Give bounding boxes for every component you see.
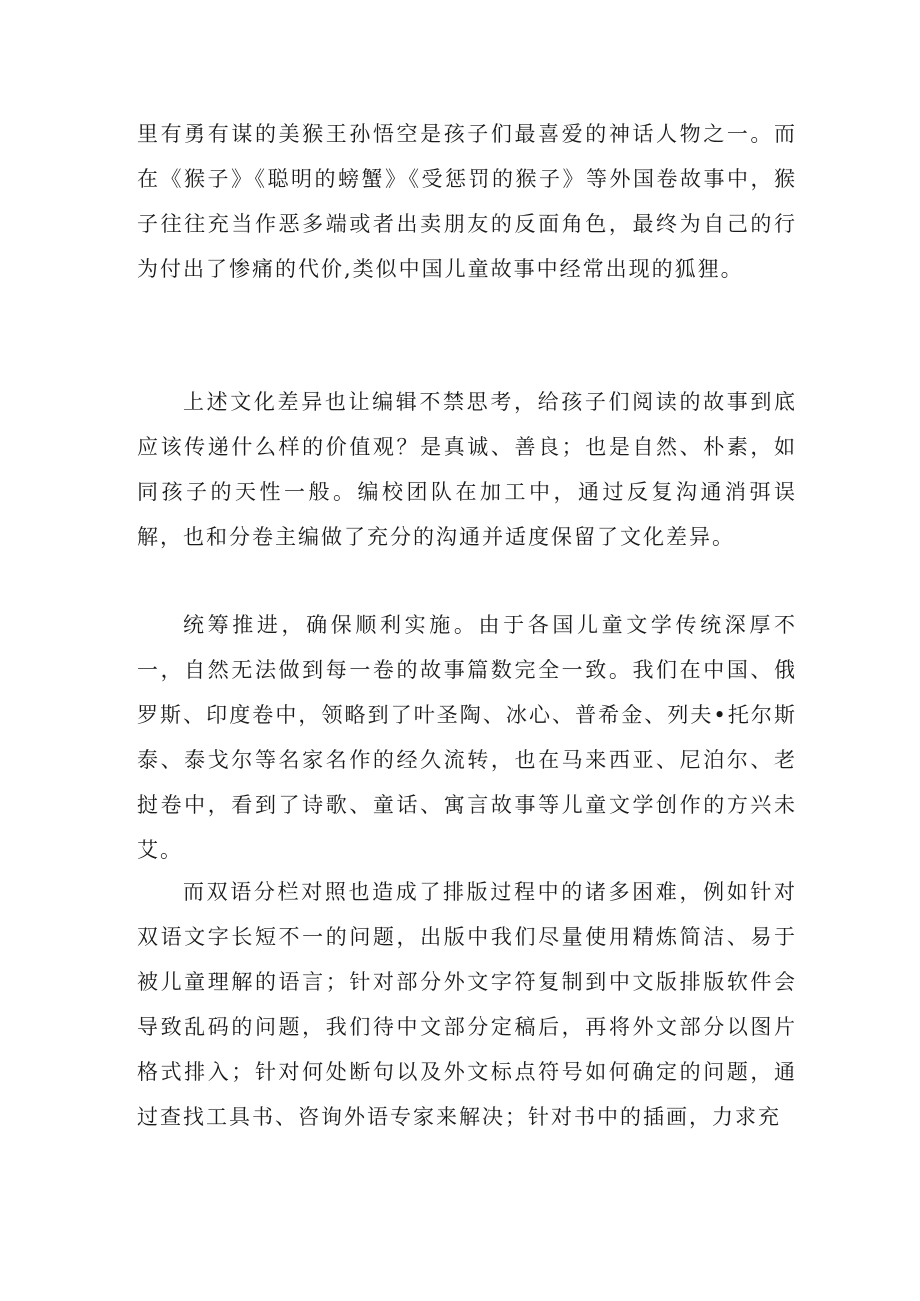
paragraph-bilingual-layout: [137, 870, 797, 1140]
paragraph-4-text: 而双语分栏对照也造成了排版过程中的诸多困难，例如针对双语文字长短不一的问题，出版中我们尽量使用精炼简洁、易于被儿童理解的语言；针对部分外文字符复制到中文版排版软件会导致乱码的问题，我们待中文部分定稿后，再将外文部分以图片格式排入；针对何处断句以及外文标点符号如何确定的问题，通过查找工具书、咨询外语专家来解决；针对书中的插画，力求充: [137, 880, 797, 1129]
paragraph-continuation: [137, 112, 797, 292]
paragraph-1-text: 里有勇有谋的美猴王孙悟空是孩子们最喜爱的神话人物之一。而在《猴子》《聪明的螃蟹》《受惩罚的猴子》等外国卷故事中，猴子往往充当作恶多端或者出卖朋友的反面角色，最终为自己的行为付出了惨痛的代价,类似中国儿童故事中经常出现的狐狸。: [137, 122, 797, 281]
paragraph-3-text: 统筹推进，确保顺利实施。由于各国儿童文学传统深厚不一，自然无法做到每一卷的故事篇数完全一致。我们在中国、俄罗斯、印度卷中，领略到了叶圣陶、冰心、普希金、列夫•托尔斯泰、泰戈尔等名家名作的经久流转，也在马来西亚、尼泊尔、老挝卷中，看到了诗歌、童话、寓言故事等儿童文学创作的方兴未艾。: [137, 613, 797, 862]
paragraph-cultural-differences: [137, 380, 797, 560]
paragraph-coordination: [137, 603, 797, 873]
paragraph-2-text: 上述文化差异也让编辑不禁思考，给孩子们阅读的故事到底应该传递什么样的价值观？是真诚、善良；也是自然、朴素，如同孩子的天性一般。编校团队在加工中，通过反复沟通消弭误解，也和分卷主编做了充分的沟通并适度保留了文化差异。: [137, 390, 797, 549]
